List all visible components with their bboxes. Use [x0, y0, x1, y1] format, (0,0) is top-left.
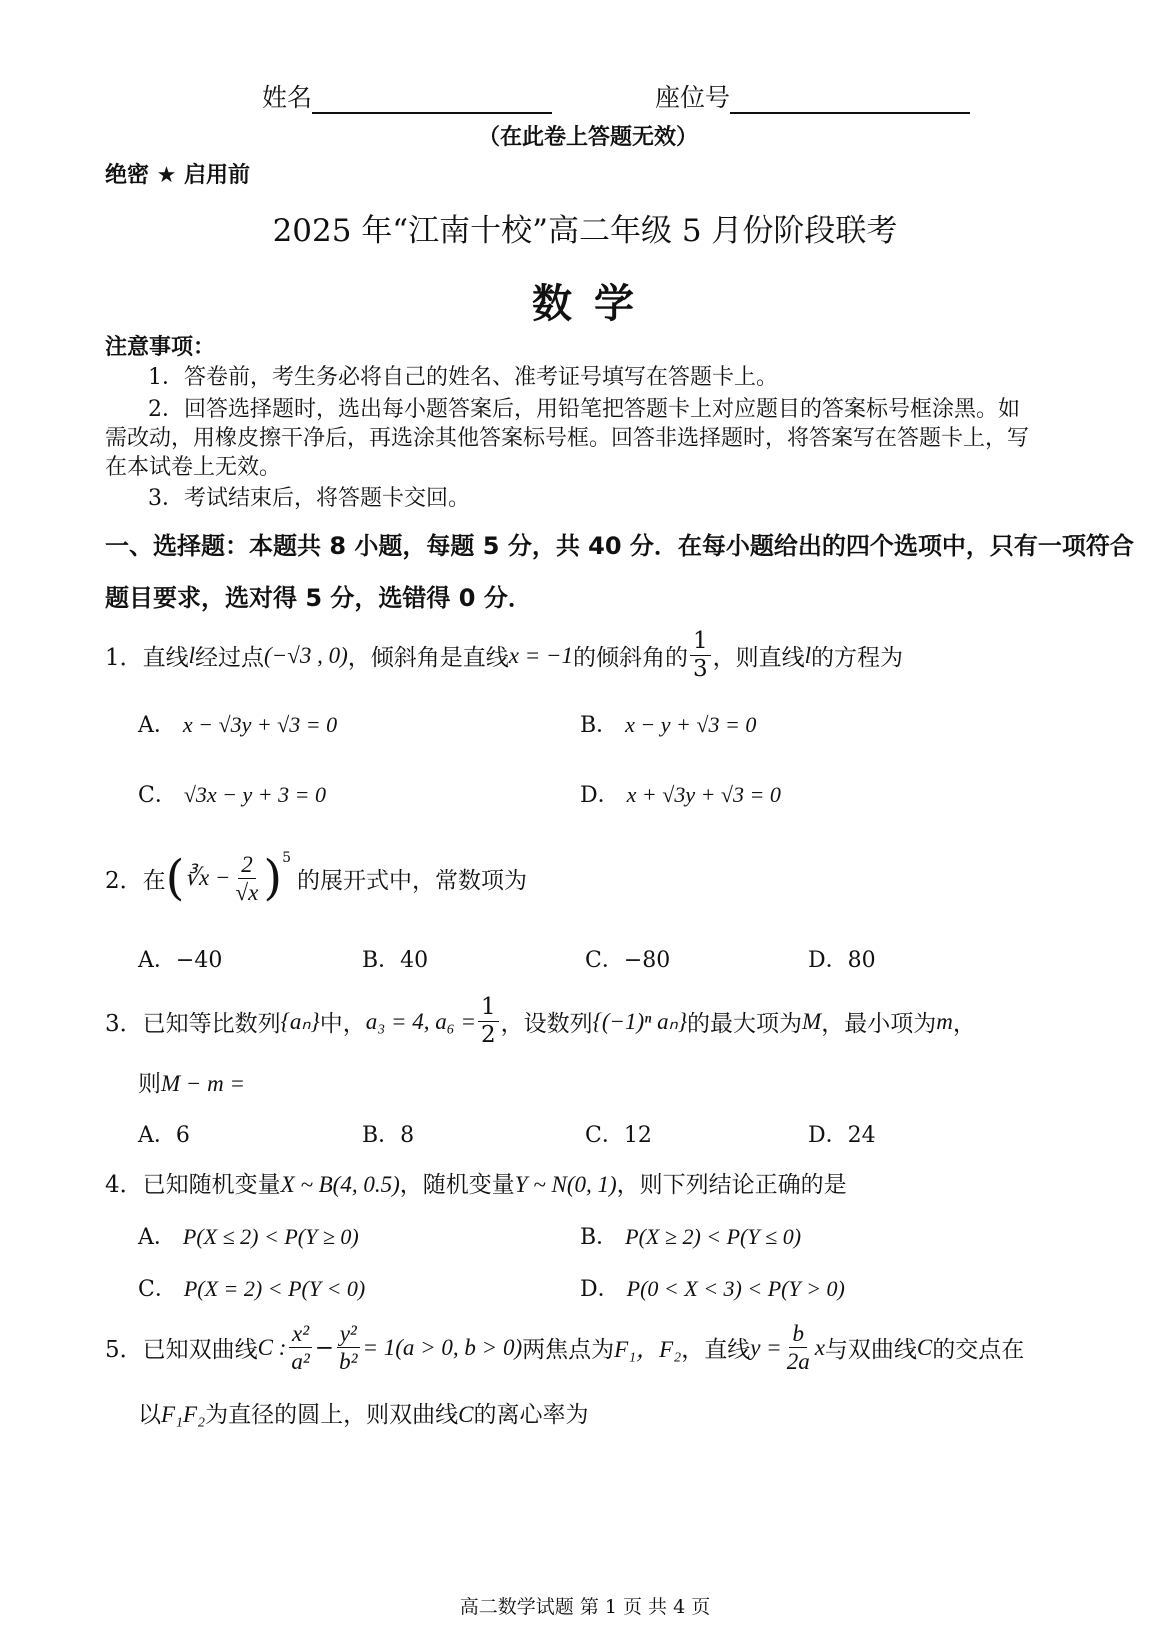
q3-fraction: $\frac{1}{2}$: [478, 996, 499, 1047]
q3-text1: 中，: [319, 1011, 366, 1037]
notice-item-2-end: 在本试卷上无效。: [105, 455, 282, 480]
q1-option-d: D． x + √3y + √3 = 0: [580, 782, 781, 808]
q2-text: 的展开式中，常数项为: [297, 867, 528, 894]
invalid-note: （在此卷上答题无效）: [478, 124, 699, 150]
q5-fraction-x: $\frac{\text{x²}}{\text{a²}}$: [288, 1322, 312, 1373]
q3-given: a₃ = 4, a₆ =: [365, 1008, 476, 1034]
q3-var-M: M: [802, 1008, 822, 1034]
q1-text5: 的方程为: [811, 645, 904, 671]
seat-blank: [730, 88, 970, 114]
q4-option-d: D． P(0 < X < 3) < P(Y > 0): [580, 1276, 845, 1302]
q5-condition: = 1(a > 0, b > 0): [362, 1334, 523, 1360]
q3-option-a: A．6: [138, 1123, 190, 1148]
name-blank: [312, 88, 552, 114]
q3-text5: ，: [952, 1011, 976, 1037]
notice-item-2-cont: 需改动，用橡皮擦干净后，再选涂其他答案标号框。回答非选择题时，将答案写在答题卡上，写: [105, 426, 1030, 451]
q1-option-a: A． x − √3y + √3 = 0: [138, 712, 338, 738]
question-3: [105, 996, 976, 1047]
q2-option-d: D．80: [808, 948, 876, 973]
subject-title: 数 学: [532, 280, 638, 327]
q1-fraction: $\frac{1}{3}$: [690, 630, 711, 681]
notice-item-1: 1．答卷前，考生务必将自己的姓名、准考证号填写在答题卡上。: [148, 365, 778, 390]
q5-fraction-y: $\frac{\text{y²}}{\text{b²}}$: [336, 1322, 360, 1373]
q5-x-var: x: [814, 1334, 825, 1360]
question-4: 4．已知随机变量X ~ B(4, 0.5)，随机变量Y ~ N(0, 1)，则下列结论正确的是: [105, 1172, 847, 1198]
q3-option-d: D．24: [808, 1123, 876, 1148]
q5-text4: 的交点在: [932, 1337, 1025, 1363]
q5-text3: 与双曲线: [824, 1337, 917, 1363]
section-heading-line1: 一、选择题：本题共 8 小题，每题 5 分，共 40 分．在每小题给出的四个选项中，只有一项符合: [105, 532, 1134, 560]
notice-title: 注意事项：: [105, 335, 216, 360]
q5-c-label: C :: [257, 1334, 287, 1360]
q1-text4: ，则直线: [712, 645, 805, 671]
q5-fraction-slope: $\frac{b}{2a}$: [786, 1321, 810, 1374]
question-1: [105, 630, 903, 681]
q2-option-a: A．−40: [138, 948, 223, 973]
q3-line2: 则M − m =: [138, 1071, 246, 1097]
question-5: [105, 1322, 1024, 1373]
q5-text2: ，直线: [681, 1337, 751, 1363]
q3-seq: {aₙ}: [280, 1008, 320, 1034]
q2-option-c: C．−80: [585, 948, 671, 973]
q2-fraction: $\frac{2}{√x}$: [235, 851, 259, 905]
q3-var-m: m: [936, 1008, 953, 1034]
secret-label: 绝密 ★ 启用前: [105, 163, 251, 188]
q5-minus: −: [314, 1334, 335, 1361]
seat-field: [655, 78, 970, 114]
q2-power: 5: [282, 850, 292, 866]
notice-item-3: 3．考试结束后，将答题卡交回。: [148, 486, 470, 511]
exam-title: 2025 年“江南十校”高二年级 5 月份阶段联考: [272, 213, 898, 249]
q5-line2: 以F₁F₂为直径的圆上，则双曲线C的离心率为: [138, 1402, 589, 1428]
q1-text1: 经过点: [195, 645, 265, 671]
name-field: [262, 78, 552, 114]
q3-seq2: {(−1)ⁿ aₙ}: [592, 1008, 688, 1034]
q5-y-eq: y =: [750, 1334, 782, 1360]
seat-label: 座位号: [655, 83, 731, 112]
q2-option-b: B．40: [362, 948, 429, 973]
name-label: 姓名: [262, 83, 313, 112]
q4-option-b: B． P(X ≥ 2) < P(Y ≤ 0): [580, 1224, 802, 1250]
q3-text2: ，设数列: [500, 1011, 593, 1037]
notice-item-2: 2．回答选择题时，选出每小题答案后，用铅笔把答题卡上对应题目的答案标号框涂黑。如: [148, 397, 1021, 422]
q1-var-l: l: [188, 642, 196, 668]
q5-c-var: C: [916, 1334, 933, 1360]
q1-option-b: B． x − y + √3 = 0: [580, 712, 757, 738]
q1-option-c: C． √3x − y + 3 = 0: [138, 782, 326, 808]
q3-prefix: 3．已知等比数列: [105, 1011, 281, 1037]
q5-foci: F₁，F₂: [614, 1337, 682, 1362]
q3-option-b: B．8: [362, 1123, 415, 1148]
section-heading-line2: 题目要求，选对得 5 分，选错得 0 分．: [105, 584, 532, 612]
q3-option-c: C．12: [585, 1123, 652, 1148]
q3-text3: 的最大项为: [687, 1011, 803, 1037]
q1-var-l2: l: [804, 642, 812, 668]
q1-text3: 的倾斜角的: [573, 645, 688, 671]
q2-prefix: 2．在: [105, 867, 166, 894]
question-2: 2．在 ( ∛x − $\frac{2}{√x}$ ) $^5$ 的展开式中，常数项为: [105, 850, 528, 906]
q2-expr-left: ∛x −: [184, 865, 231, 890]
q1-prefix: 1．直线: [105, 645, 189, 671]
q1-point: (−√3 , 0): [264, 642, 348, 668]
q4-option-a: A． P(X ≤ 2) < P(Y ≥ 0): [138, 1224, 359, 1250]
q5-text1: 两焦点为: [522, 1337, 615, 1363]
q4-option-c: C． P(X = 2) < P(Y < 0): [138, 1276, 366, 1302]
q1-line-eq: x = −1: [508, 642, 573, 668]
q1-text2: ，倾斜角是直线: [347, 645, 509, 671]
page-footer: 高二数学试题 第 1 页 共 4 页: [459, 1596, 711, 1618]
q3-text4: ，最小项为: [821, 1011, 937, 1037]
q5-prefix: 5．已知双曲线: [105, 1337, 258, 1363]
